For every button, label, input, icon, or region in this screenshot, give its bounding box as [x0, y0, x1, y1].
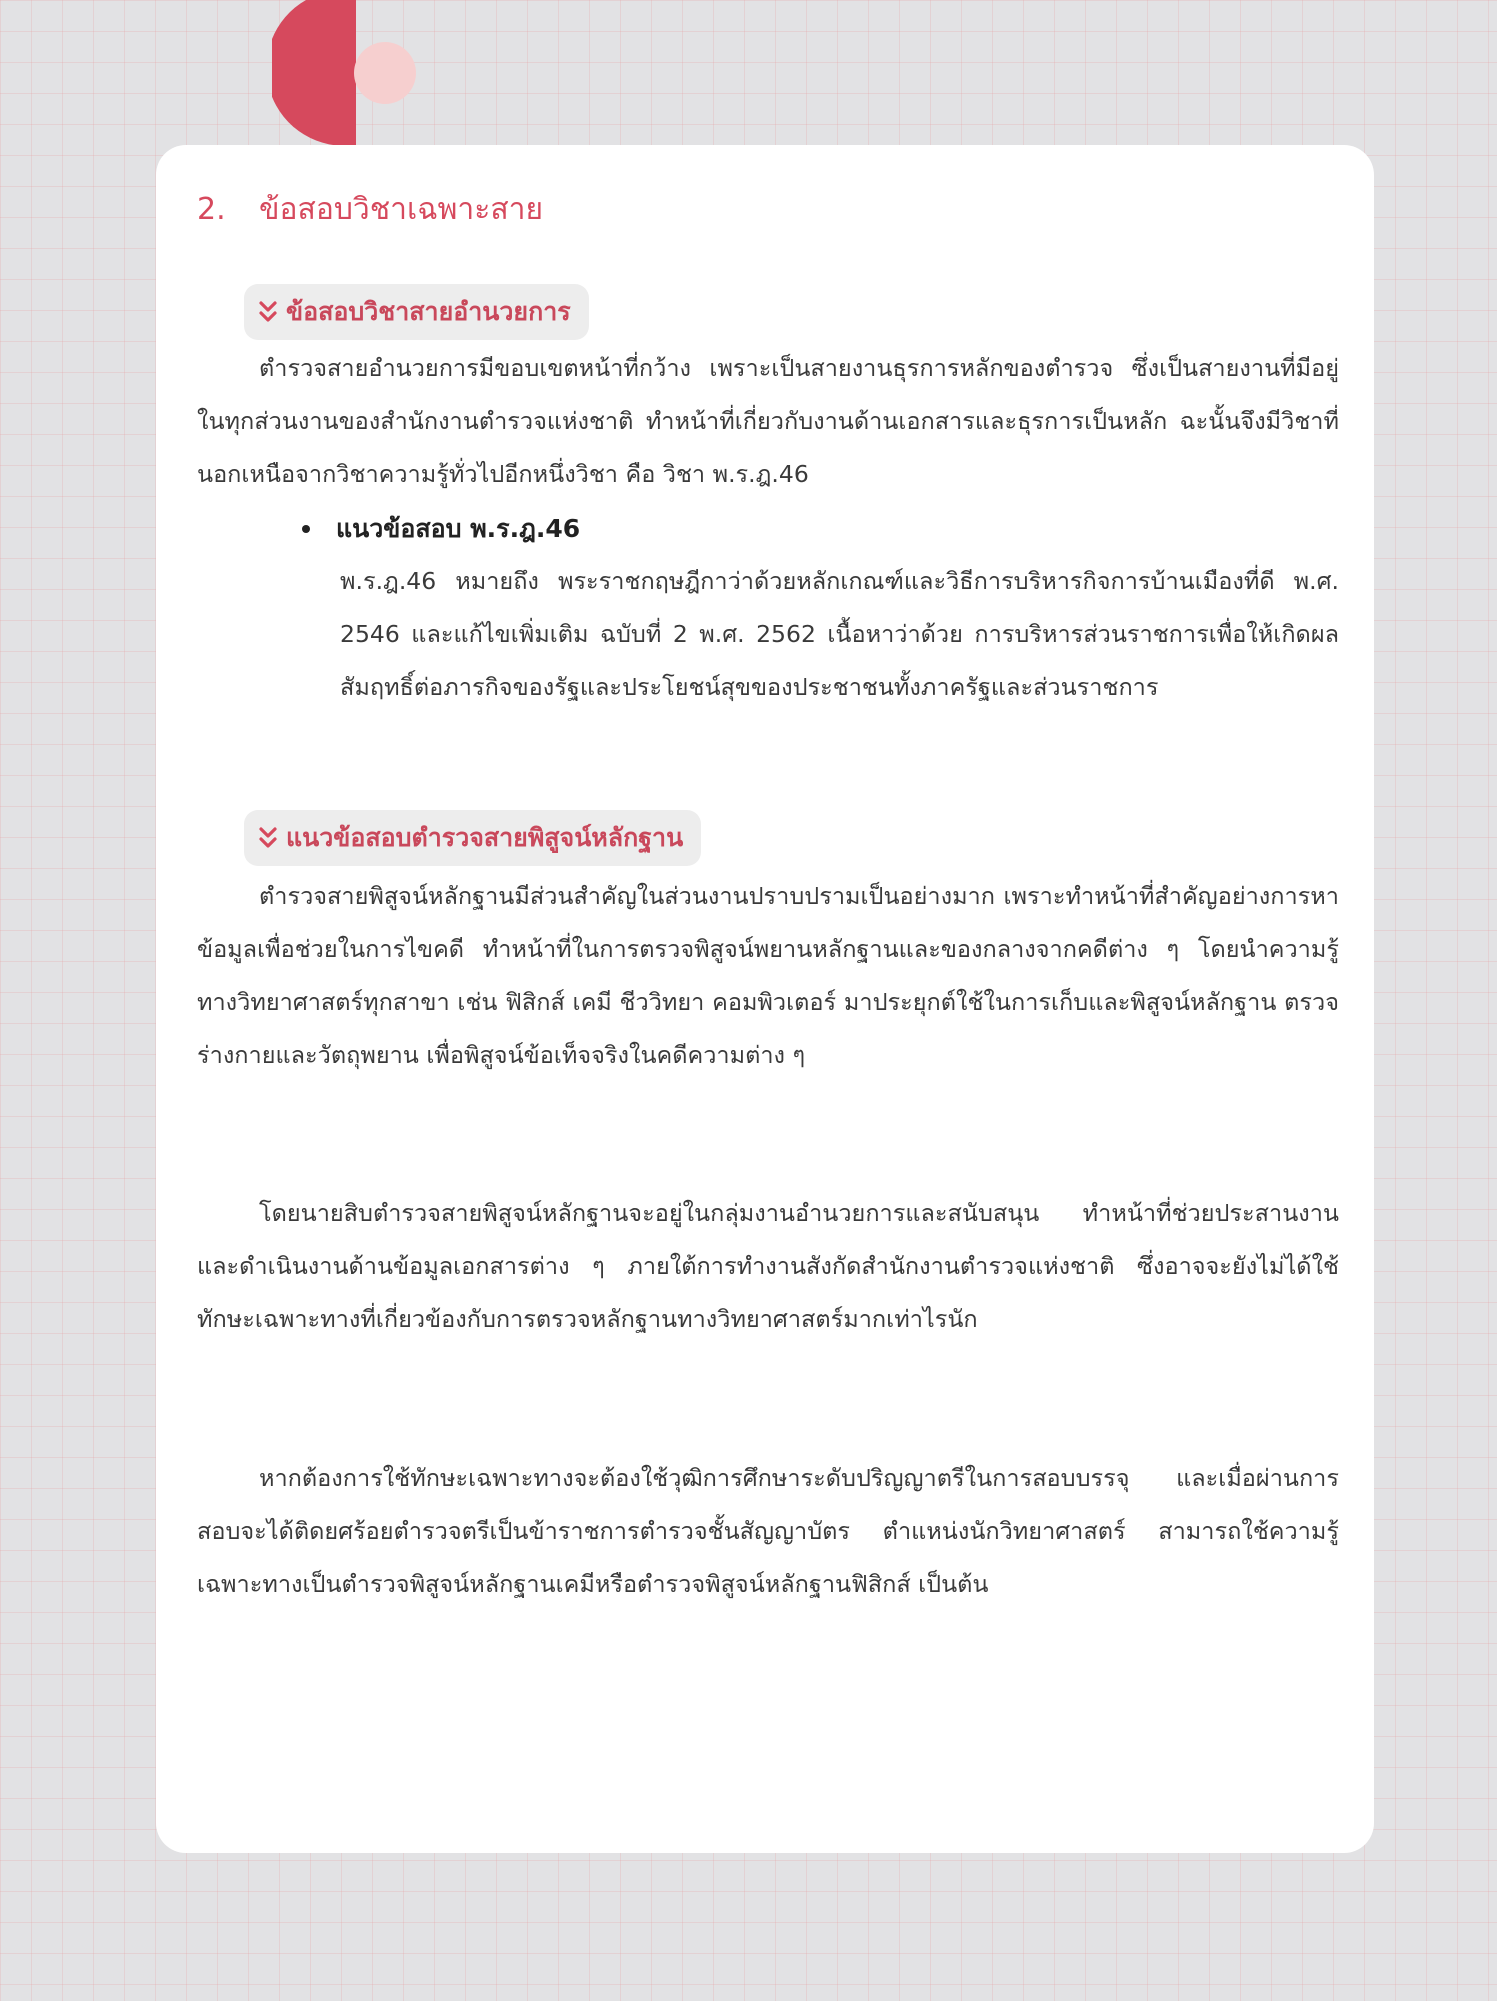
section-number: 2.	[197, 192, 226, 227]
admin-paragraph: ตำรวจสายอำนวยการมีขอบเขตหน้าที่กว้าง เพราะเป็นสายงานธุรการหลักของตำรวจ ซึ่งเป็นสายงานที่มีอยู่ในทุกส่วนงานของสำนักงานตำรวจแห่งชาติ ทำหน้าที่เกี่ยวกับงานด้านเอกสารและธุรการเป็นหลัก ฉะนั้นจึงมีวิชาที่นอกเหนือจากวิชาความรู้ทั่วไปอีกหนึ่งวิชา คือ วิชา พ.ร.ฎ.46	[197, 354, 1339, 488]
forensic-paragraph: ตำรวจสายพิสูจน์หลักฐานมีส่วนสำคัญในส่วนงานปราบปรามเป็นอย่างมาก เพราะทำหน้าที่สำคัญอย่างการหาข้อมูลเพื่อช่วยในการไขคดี ทำหน้าที่ในการตรวจพิสูจน์พยานหลักฐานและของกลางจากคดีต่าง ๆ โดยนำความรู้ทางวิทยาศาสตร์ทุกสาขา เช่น ฟิสิกส์ เคมี ชีววิทยา คอมพิวเตอร์ มาประยุกต์ใช้ในการเก็บและพิสูจน์หลักฐาน ตรวจร่างกายและวัตถุพยาน เพื่อพิสูจน์ข้อเท็จจริงในคดีความต่าง ๆ	[197, 882, 1339, 1069]
double-chevron-down-icon	[258, 299, 278, 325]
section-title	[197, 188, 543, 232]
half-circle-decoration	[272, 0, 356, 146]
admin-heading-pill	[244, 284, 589, 340]
forensic-paragraph: หากต้องการใช้ทักษะเฉพาะทางจะต้องใช้วุฒิการศึกษาระดับปริญญาตรีในการสอบบรรจุ และเมื่อผ่านการสอบจะได้ติดยศร้อยตำรวจตรีเป็นข้าราชการตำรวจชั้นสัญญาบัตร ตำแหน่งนักวิทยาศาสตร์ สามารถใช้ความรู้เฉพาะทางเป็นตำรวจพิสูจน์หลักฐานเคมีหรือตำรวจพิสูจน์หลักฐานฟิสิกส์ เป็นต้น	[197, 1464, 1339, 1598]
forensic-heading-pill	[244, 810, 701, 866]
double-chevron-down-icon	[258, 825, 278, 851]
bullet-dot	[302, 525, 310, 533]
decorative-shapes	[272, 0, 472, 150]
section-title-text: ข้อสอบวิชาเฉพาะสาย	[259, 192, 544, 227]
bullet-body: พ.ร.ฎ.46 หมายถึง พระราชกฤษฎีกาว่าด้วยหลักเกณฑ์และวิธีการบริหารกิจการบ้านเมืองที่ดี พ.ศ. 2546 และแก้ไขเพิ่มเติม ฉบับที่ 2 พ.ศ. 2562 เนื้อหาว่าด้วย การบริหารส่วนราชการเพื่อให้เกิดผลสัมฤทธิ์ต่อภารกิจของรัฐและประโยชน์สุขของประชาชนทั้งภาครัฐและส่วนราชการ	[340, 567, 1339, 701]
forensic-paragraph: โดยนายสิบตำรวจสายพิสูจน์หลักฐานจะอยู่ในกลุ่มงานอำนวยการและสนับสนุน ทำหน้าที่ช่วยประสานงาน และดำเนินงานด้านข้อมูลเอกสารต่าง ๆ ภายใต้การทำงานสังกัดสำนักงานตำรวจแห่งชาติ ซึ่งอาจจะยังไม่ได้ใช้ทักษะเฉพาะทางที่เกี่ยวข้องกับการตรวจหลักฐานทางวิทยาศาสตร์มากเท่าไรนัก	[197, 1199, 1339, 1333]
forensic-heading: แนวข้อสอบตำรวจสายพิสูจน์หลักฐาน	[286, 823, 684, 852]
admin-heading: ข้อสอบวิชาสายอำนวยการ	[286, 297, 571, 326]
bullet-title: แนวข้อสอบ พ.ร.ฎ.46	[336, 514, 581, 543]
small-circle-decoration	[354, 42, 416, 104]
bullet-item	[302, 502, 580, 555]
